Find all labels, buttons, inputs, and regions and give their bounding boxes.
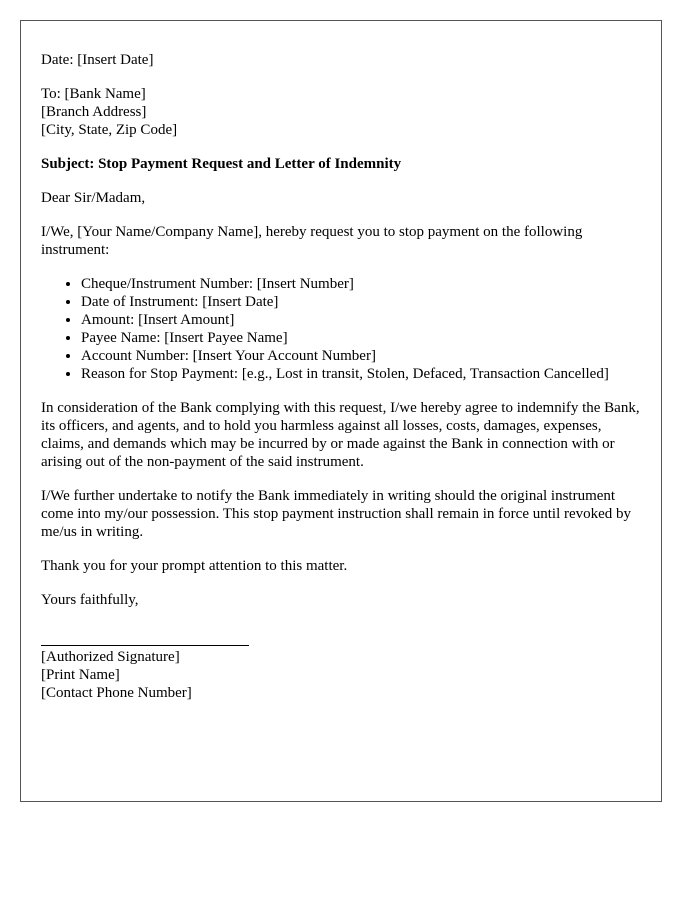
intro-paragraph: I/We, [Your Name/Company Name], hereby request you to stop payment on the following instrument: xyxy=(41,224,583,258)
recipient-city-state-zip: [City, State, Zip Code] xyxy=(41,122,178,138)
instrument-details-list xyxy=(41,275,641,383)
detail-stop-reason: • Reason for Stop Payment: [e.g., Lost in transit, Stolen, Defaced, Transaction Cancelled] xyxy=(81,365,641,383)
contact-phone-number: [Contact Phone Number] xyxy=(41,685,192,701)
recipient-bank-name: To: [Bank Name] xyxy=(41,86,146,102)
print-name: [Print Name] xyxy=(41,667,120,683)
recipient-branch-address: [Branch Address] xyxy=(41,104,147,120)
detail-cheque-number: • Cheque/Instrument Number: [Insert Number] xyxy=(81,275,641,293)
closing-line: Yours faithfully, xyxy=(41,592,139,608)
detail-payee-name: • Payee Name: [Insert Payee Name] xyxy=(81,329,641,347)
indemnity-paragraph: In consideration of the Bank complying with this request, I/we hereby agree to indemnify the Bank, its officers, and agents, and to hold you harmless against all losses, costs, damages, expenses, claims, and demands which may be incurred by or made against the Bank in connection with or arising out of the non-payment of the said instrument. xyxy=(41,400,640,470)
detail-amount: • Amount: [Insert Amount] xyxy=(81,311,641,329)
signature-rule xyxy=(41,645,249,646)
letter-document xyxy=(20,20,662,802)
detail-account-number: • Account Number: [Insert Your Account Number] xyxy=(81,347,641,365)
detail-instrument-date: • Date of Instrument: [Insert Date] xyxy=(81,293,641,311)
undertaking-paragraph: I/We further undertake to notify the Bank immediately in writing should the original instrument come into my/our possession. This stop payment instruction shall remain in force until revoked by me/us in writing. xyxy=(41,488,632,540)
thanks-line: Thank you for your prompt attention to this matter. xyxy=(41,558,348,574)
salutation: Dear Sir/Madam, xyxy=(41,190,146,206)
signature-block xyxy=(41,648,641,702)
recipient-address xyxy=(41,85,641,139)
date-line: Date: [Insert Date] xyxy=(41,52,154,68)
authorized-signature: [Authorized Signature] xyxy=(41,649,180,665)
subject-line: Subject: Stop Payment Request and Letter of Indemnity xyxy=(41,156,402,172)
